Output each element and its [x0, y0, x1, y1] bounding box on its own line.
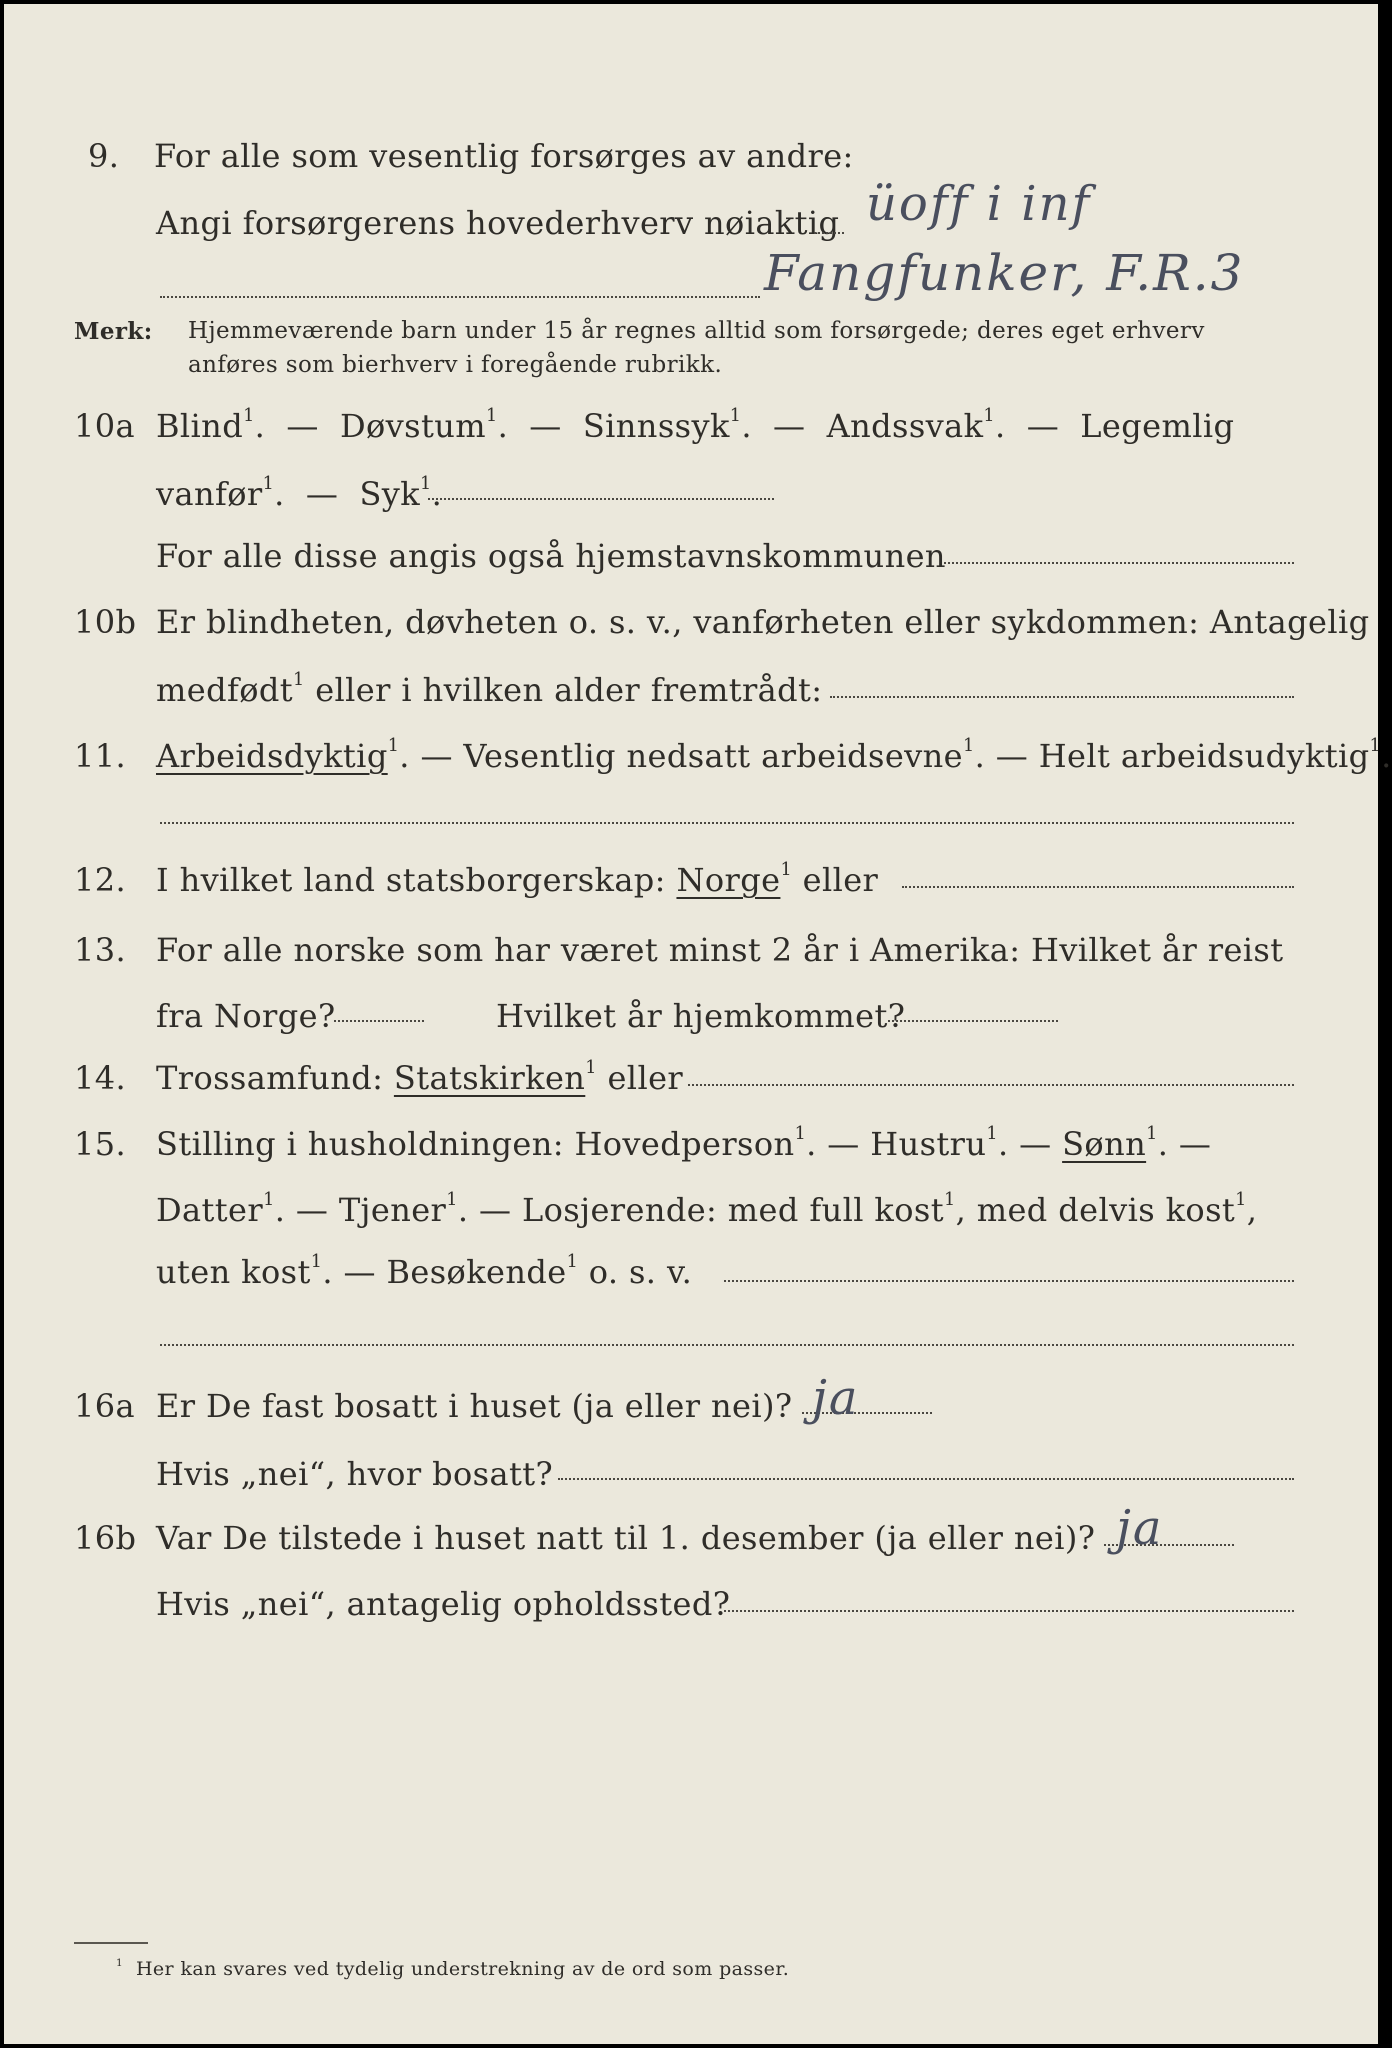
q10a-line-3: For alle disse angis også hjemstavnskommunen: [156, 537, 946, 575]
q11-answer-line: [160, 822, 1294, 824]
q10b-line-2: medfødt$^1$ eller i hvilken alder fremtrådt:: [156, 670, 823, 709]
q12-answer-line: [902, 886, 1294, 888]
q11-number: 11.: [74, 737, 127, 775]
q9-number: 9.: [88, 137, 120, 175]
q9-text: For alle som vesentlig forsørges av andre:: [154, 137, 854, 175]
q13-label-reist: fra Norge?: [156, 997, 336, 1035]
q13-label-hjemkommet: Hvilket år hjemkommet?: [496, 997, 906, 1035]
census-form-page: [4, 4, 1392, 2044]
q13-number: 13.: [74, 931, 127, 969]
q15-line-1: Stilling i husholdningen: Hovedperson$^1$. — Hustru$^1$. — Sønn$^1$. —: [156, 1124, 1212, 1163]
q9-answer-line-1: [814, 232, 844, 234]
note-line-1: Hjemmeværende barn under 15 år regnes alltid som forsørgede; deres eget erhverv: [188, 318, 1205, 344]
q13-reist-line: [334, 1020, 424, 1022]
q15-line-2: Datter$^1$. — Tjener$^1$. — Losjerende: med full kost$^1$, med delvis kost$^1$,: [156, 1190, 1258, 1229]
q16b-followup: Hvis „nei“, antagelig opholdssted?: [156, 1585, 731, 1623]
q13-hjemkommet-line: [888, 1020, 1058, 1022]
q16a-followup: Hvis „nei“, hvor bosatt?: [156, 1455, 554, 1493]
q14-text: Trossamfund: Statskirken$^1$ eller: [156, 1058, 684, 1097]
q10a-number: 10a: [74, 407, 135, 445]
q11-text: Arbeidsdyktig$^1$. — Vesentlig nedsatt arbeidsevne$^1$. — Helt arbeidsudyktig$^1$.: [156, 736, 1392, 775]
q16b-answer-handwriting: ja: [1116, 1500, 1164, 1556]
q15-answer-line-1: [724, 1280, 1294, 1282]
q10b-number: 10b: [74, 603, 137, 641]
q16a-followup-line: [558, 1478, 1294, 1480]
q10a-line-1: Blind$^1$. — Døvstum$^1$. — Sinnssyk$^1$. — Andssvak$^1$. — Legemlig: [156, 406, 1235, 445]
q9-answer-line-2: [160, 296, 760, 298]
q13-line-1: For alle norske som har været minst 2 år i Amerika: Hvilket år reist: [156, 931, 1284, 969]
q16a-answer-handwriting: ja: [812, 1370, 860, 1426]
q10a-hometown-line: [944, 562, 1294, 564]
q9-answer-handwriting-1: üoff i inf: [866, 176, 1092, 232]
q15-line-3: uten kost$^1$. — Besøkende$^1$ o. s. v.: [156, 1252, 693, 1291]
note-line-2: anføres som bierhverv i foregående rubrikk.: [188, 352, 723, 378]
note-label: Merk:: [74, 318, 153, 345]
q16b-followup-line: [724, 1610, 1294, 1612]
q9-prompt: Angi forsørgerens hovederhverv nøiaktig: [156, 204, 840, 242]
q12-text: I hvilket land statsborgerskap: Norge$^1$ eller: [156, 860, 879, 899]
q16b-text: Var De tilstede i huset natt til 1. desember (ja eller nei)?: [156, 1519, 1096, 1557]
footnote-text: $^1$ Her kan svares ved tydelig understrekning av de ord som passer.: [116, 1957, 790, 1980]
q14-answer-line: [688, 1084, 1294, 1086]
q10b-answer-line: [830, 696, 1294, 698]
q10b-line-1: Er blindheten, døvheten o. s. v., vanførheten eller sykdommen: Antagelig: [156, 603, 1370, 641]
q14-number: 14.: [74, 1059, 127, 1097]
q16a-text: Er De fast bosatt i huset (ja eller nei)?: [156, 1387, 793, 1425]
q16b-number: 16b: [74, 1519, 137, 1557]
q15-number: 15.: [74, 1125, 127, 1163]
q15-answer-line-2: [160, 1344, 1294, 1346]
q9-answer-handwriting-2: Fangfunker, F.R.3: [764, 244, 1245, 302]
q10a-line-2: vanfør$^1$. — Syk$^1$.: [156, 474, 443, 513]
q16a-number: 16a: [74, 1387, 135, 1425]
footnote-rule: [74, 1942, 148, 1944]
q12-number: 12.: [74, 861, 127, 899]
q10a-answer-line: [428, 498, 774, 500]
